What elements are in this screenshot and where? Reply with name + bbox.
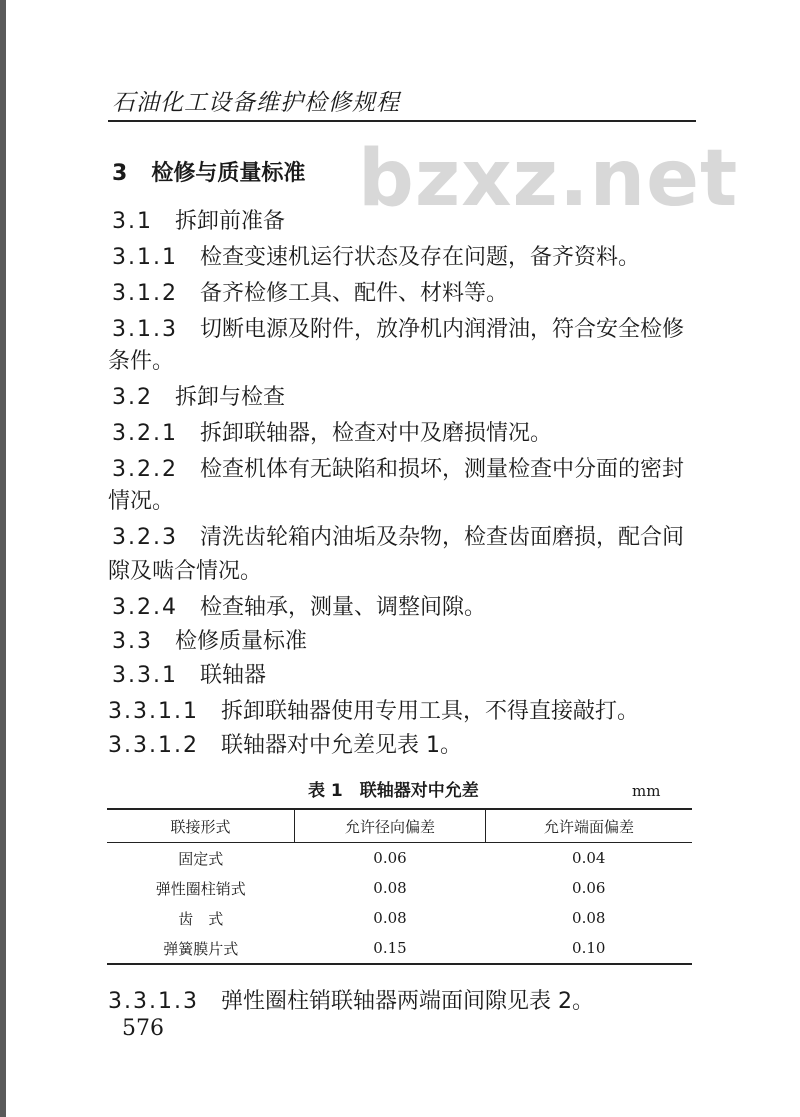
clause-3-1-2: 3.1.2 备齐检修工具、配件、材料等。	[112, 281, 508, 306]
column-header: 允许径向偏差	[295, 809, 486, 843]
column-header: 允许端面偏差	[486, 809, 693, 843]
heading-3-3: 3.3 检修质量标准	[112, 629, 308, 654]
clause-3-3-1: 3.3.1 联轴器	[112, 663, 266, 688]
clause-3-3-1-2: 3.3.1.2 联轴器对中允差见表 1。	[108, 733, 462, 758]
table-row	[107, 843, 692, 874]
table-cell: 齿 式	[178, 909, 224, 928]
running-header: 石油化工设备维护检修规程	[112, 90, 400, 116]
table-cell: 0.08	[373, 909, 407, 927]
table-cell: 0.06	[373, 849, 407, 867]
table-cell: 0.15	[295, 933, 486, 964]
clause-3-1-3-continuation: 条件。	[108, 349, 175, 374]
clause-3-3-1-1: 3.3.1.1 拆卸联轴器使用专用工具，不得直接敲打。	[108, 699, 639, 724]
clause-3-2-2-continuation: 情况。	[108, 489, 175, 514]
header-rule	[108, 120, 696, 122]
watermark: bzxz.net	[358, 134, 739, 224]
clause-3-1-1: 3.1.1 检查变速机运行状态及存在问题，备齐资料。	[112, 245, 640, 270]
heading-3-2: 3.2 拆卸与检查	[112, 385, 286, 410]
table-cell: 0.08	[572, 909, 606, 927]
table-cell: 0.06	[572, 879, 606, 897]
heading-3-1: 3.1 拆卸前准备	[112, 209, 286, 234]
table-cell: 弹簧膜片式	[107, 933, 295, 964]
clause-3-2-4: 3.2.4 检查轴承，测量、调整间隙。	[112, 595, 486, 620]
clause-3-2-3-continuation: 隙及啮合情况。	[108, 559, 263, 584]
clause-3-3-1-3: 3.3.1.3 弹性圈柱销联轴器两端面间隙见表 2。	[108, 989, 594, 1014]
page-number: 576	[122, 1016, 164, 1041]
clause-3-1-3: 3.1.3 切断电源及附件，放净机内润滑油，符合安全检修	[112, 317, 684, 342]
table-cell: 0.08	[373, 879, 407, 897]
table-caption: 表 1 联轴器对中允差	[308, 781, 479, 801]
table-row	[107, 903, 692, 933]
table-cell: 0.10	[486, 933, 693, 964]
table-row	[107, 873, 692, 903]
table-cell: 0.04	[572, 849, 606, 867]
clause-3-2-1: 3.2.1 拆卸联轴器，检查对中及磨损情况。	[112, 421, 552, 446]
section-heading-3: 3 检修与质量标准	[112, 161, 306, 186]
table-cell: 固定式	[178, 849, 224, 868]
table-cell: 弹性圈柱销式	[155, 879, 246, 898]
clause-3-2-3: 3.2.3 清洗齿轮箱内油垢及杂物，检查齿面磨损，配合间	[112, 525, 684, 550]
page-edge	[0, 0, 6, 1117]
alignment-tolerance-table	[107, 808, 692, 965]
table-unit: mm	[632, 782, 661, 800]
clause-3-2-2: 3.2.2 检查机体有无缺陷和损坏，测量检查中分面的密封	[112, 457, 684, 482]
table-row	[107, 933, 692, 964]
table-header-row	[107, 809, 692, 843]
column-header: 联接形式	[107, 809, 295, 843]
